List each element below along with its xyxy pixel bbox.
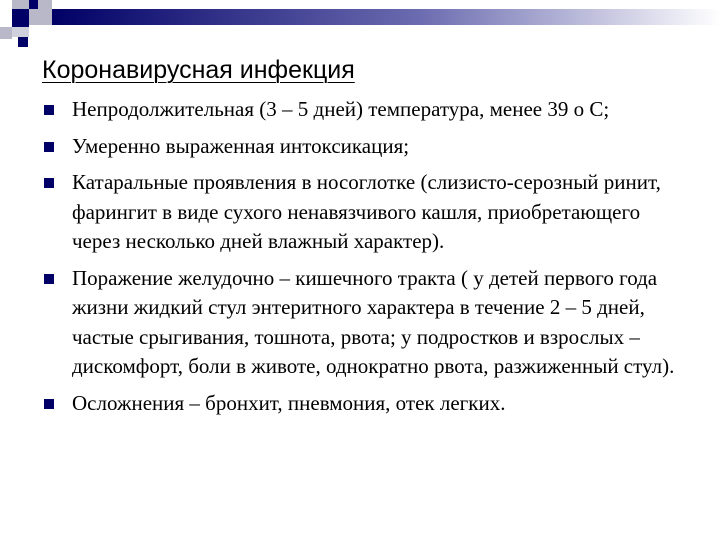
list-item-text: Осложнения – бронхит, пневмония, отек легких. (72, 390, 506, 415)
deco-square-grey-2 (38, 0, 52, 9)
deco-square-navy-2 (12, 9, 29, 27)
header-gradient-bar (52, 9, 720, 25)
list-item-text: Умеренно выраженная интоксикация; (72, 133, 410, 158)
square-bullet-icon (44, 274, 54, 284)
list-item-text: Непродолжительная (3 – 5 дней) температура, менее 39 о С; (72, 97, 610, 121)
header-decoration (0, 0, 720, 60)
deco-square-navy-1 (29, 0, 38, 9)
slide-title: Коронавирусная инфекция (42, 56, 355, 84)
deco-square-grey-3 (29, 9, 52, 25)
square-bullet-icon (44, 105, 54, 115)
list-item (72, 168, 692, 257)
list-item-text: Катаральные проявления в носоглотке (слизисто-серозный ринит, фарингит в виде сухого ненавязчивого кашля, приобретающего через несколько дней влажный характер). (72, 170, 661, 253)
square-bullet-icon (44, 178, 54, 188)
deco-square-navy-3 (18, 37, 28, 47)
deco-square-grey-1 (12, 0, 29, 9)
list-item (72, 95, 692, 125)
square-bullet-icon (44, 142, 54, 152)
list-item (72, 389, 692, 419)
list-item-text: Поражение желудочно – кишечного тракта ( у детей первого года жизни жидкий стул энтеритного характера в течение 2 – 5 дней, частые срыгивания, тошнота, рвота; у подростков и взрослых – дискомфорт, боли в животе, однократно рвота, разжиженный стул). (72, 265, 675, 378)
bullet-list (72, 95, 692, 425)
list-item (72, 264, 692, 382)
list-item (72, 132, 692, 162)
deco-square-grey-4 (0, 27, 12, 39)
square-bullet-icon (44, 399, 54, 409)
deco-square-grey-5 (12, 27, 29, 37)
